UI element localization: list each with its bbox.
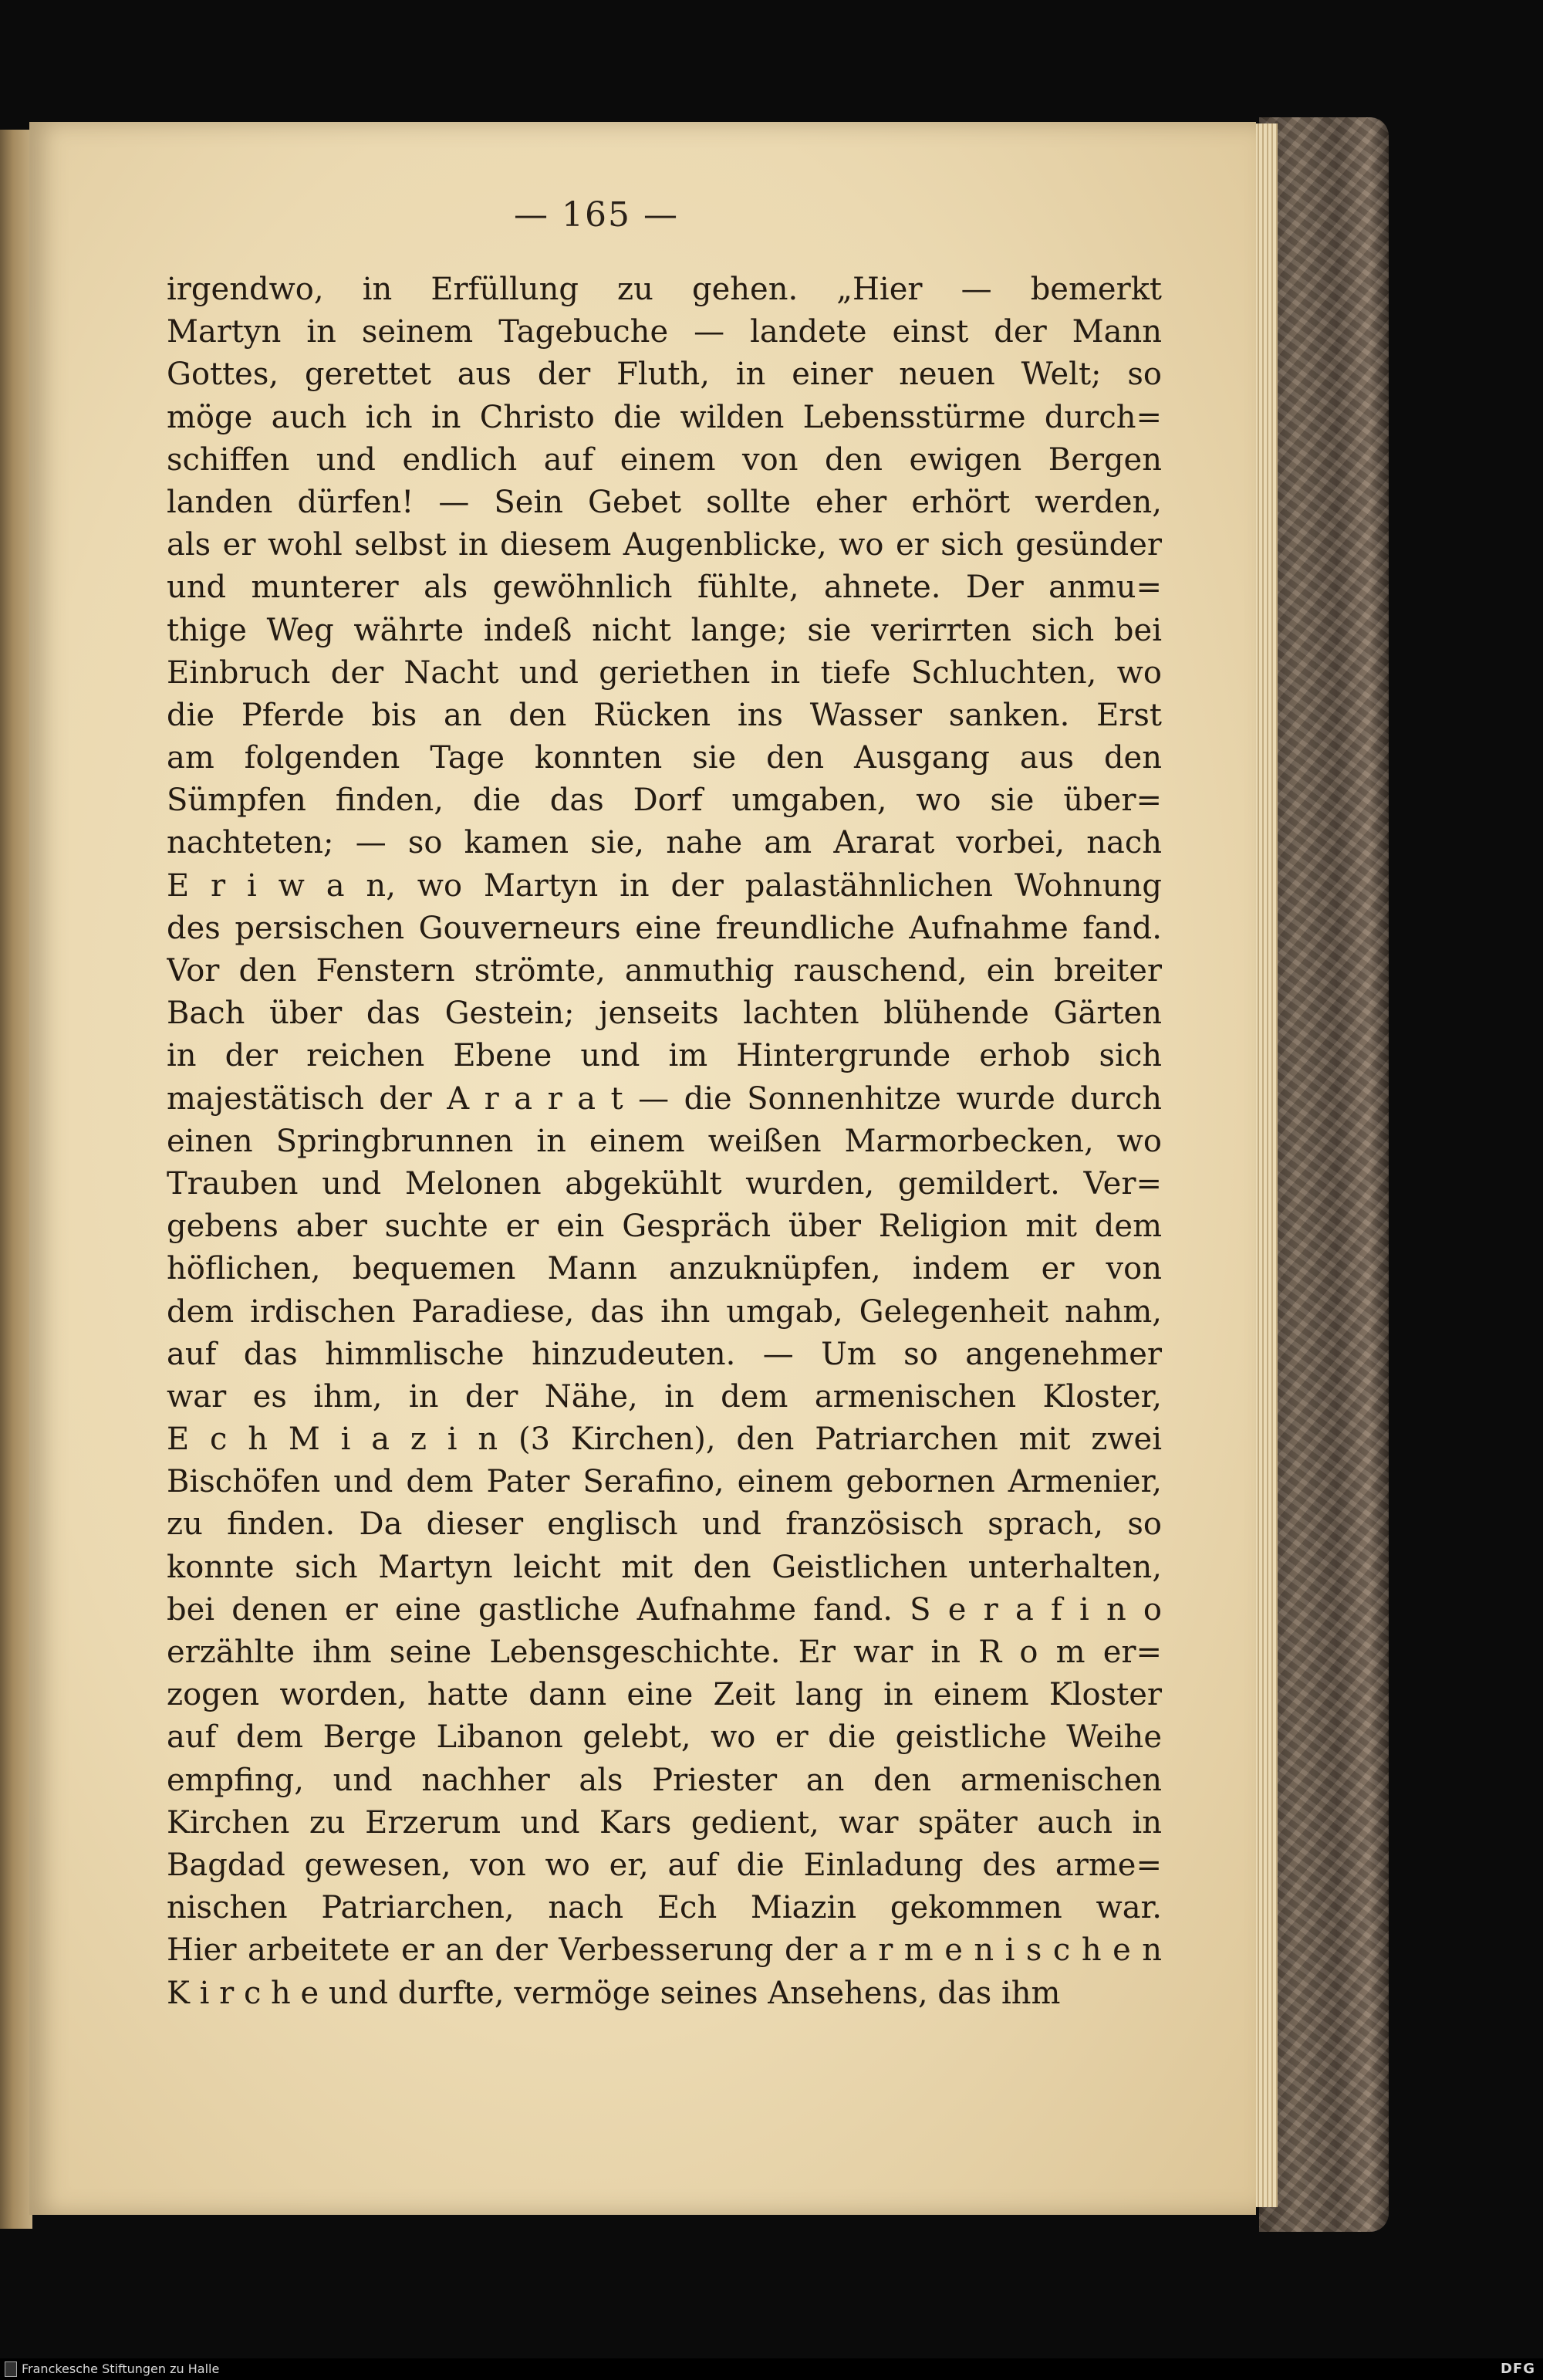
text-line: Martyn in seinem Tagebuche — landete einst der Mann — [167, 314, 1162, 350]
book-page — [29, 122, 1256, 2215]
text-line: auf das himmlische hinzudeuten. — Um so angenehmer — [167, 1336, 1162, 1372]
text-line: zu finden. Da dieser englisch und französisch sprach, so — [167, 1506, 1162, 1543]
text-line: schiffen und endlich auf einem von den ewigen Bergen — [167, 441, 1162, 478]
text-line: Vor den Fenstern strömte, anmuthig rauschend, ein breiter — [167, 953, 1162, 989]
text-line: die Pferde bis an den Rücken ins Wasser sanken. Erst — [167, 697, 1162, 733]
text-line: gebens aber suchte er ein Gespräch über Religion mit dem — [167, 1209, 1162, 1245]
text-line: als er wohl selbst in diesem Augenblicke, wo er sich gesünder — [167, 527, 1162, 563]
dfg-badge: DFG — [1500, 2361, 1535, 2377]
text-line: Bischöfen und dem Pater Serafino, einem gebornen Armenier, — [167, 1464, 1162, 1500]
text-line: möge auch ich in Christo die wilden Lebensstürme durch= — [167, 399, 1162, 435]
text-line: K i r c h e und durfte, vermöge seines Ansehens, das ihm — [167, 1975, 1061, 2011]
text-line: irgendwo, in Erfüllung zu gehen. „Hier — bemerkt — [167, 272, 1162, 307]
text-line: bei denen er eine gastliche Aufnahme fand. S e r a f i n o — [167, 1591, 1162, 1628]
text-line: Hier arbeitete er an der Verbesserung der a r m e n i s c h e n — [167, 1932, 1162, 1969]
text-line: konnte sich Martyn leicht mit den Geistlichen unterhalten, — [167, 1549, 1162, 1585]
text-line: E r i w a n, wo Martyn in der palastähnlichen Wohnung — [167, 867, 1162, 904]
text-line: nachteten; — so kamen sie, nahe am Ararat vorbei, nach — [167, 825, 1162, 861]
text-line: auf dem Berge Libanon gelebt, wo er die geistliche Weihe — [167, 1719, 1162, 1756]
text-line: nischen Patriarchen, nach Ech Miazin gekommen war. — [167, 1890, 1162, 1926]
text-line: zogen worden, hatte dann eine Zeit lang in einem Kloster — [167, 1677, 1162, 1713]
institution-logo-icon — [5, 2361, 17, 2377]
institution-label: Franckesche Stiftungen zu Halle — [22, 2361, 220, 2376]
text-line: Sümpfen finden, die das Dorf umgaben, wo sie über= — [167, 783, 1162, 819]
text-line: thige Weg währte indeß nicht lange; sie verirrten sich bei — [167, 612, 1162, 648]
text-line: höflichen, bequemen Mann anzuknüpfen, indem er von — [167, 1251, 1162, 1287]
text-line: des persischen Gouverneurs eine freundliche Aufnahme fand. — [167, 910, 1162, 946]
viewer-footer — [0, 2358, 1543, 2380]
text-line: Einbruch der Nacht und geriethen in tiefe Schluchten, wo — [167, 654, 1162, 691]
text-line: Kirchen zu Erzerum und Kars gedient, war später auch in — [167, 1804, 1162, 1841]
text-line: dem irdischen Paradiese, das ihn umgab, Gelegenheit nahm, — [167, 1293, 1162, 1330]
text-line: empfing, und nachher als Priester an den armenischen — [167, 1762, 1162, 1798]
text-line: am folgenden Tage konnten sie den Ausgang aus den — [167, 740, 1162, 776]
text-line: erzählte ihm seine Lebensgeschichte. Er war in R o m er= — [167, 1635, 1162, 1670]
text-line: und munterer als gewöhnlich fühlte, ahnete. Der anmu= — [167, 570, 1162, 606]
text-line: Bach über das Gestein; jenseits lachten blühende Gärten — [167, 996, 1162, 1032]
body-text — [167, 269, 1162, 2015]
text-line: Trauben und Melonen abgekühlt wurden, gemildert. Ver= — [167, 1165, 1162, 1202]
text-line: E c h M i a z i n (3 Kirchen), den Patriarchen mit zwei — [167, 1422, 1162, 1458]
text-line: Gottes, gerettet aus der Fluth, in einer neuen Welt; so — [167, 357, 1162, 393]
text-line: in der reichen Ebene und im Hintergrunde erhob sich — [167, 1038, 1162, 1074]
text-line: war es ihm, in der Nähe, in dem armenischen Kloster, — [167, 1378, 1162, 1415]
text-line: landen dürfen! — Sein Gebet sollte eher erhört werden, — [167, 484, 1162, 520]
facing-page-edge — [0, 130, 32, 2229]
marbled-book-cover — [1259, 117, 1389, 2232]
page-number: — 165 — — [514, 195, 679, 235]
text-line: Bagdad gewesen, von wo er, auf die Einladung des arme= — [167, 1847, 1162, 1883]
text-line: majestätisch der A r a r a t — die Sonnenhitze wurde durch — [167, 1080, 1162, 1117]
text-line: einen Springbrunnen in einem weißen Marmorbecken, wo — [167, 1123, 1162, 1159]
